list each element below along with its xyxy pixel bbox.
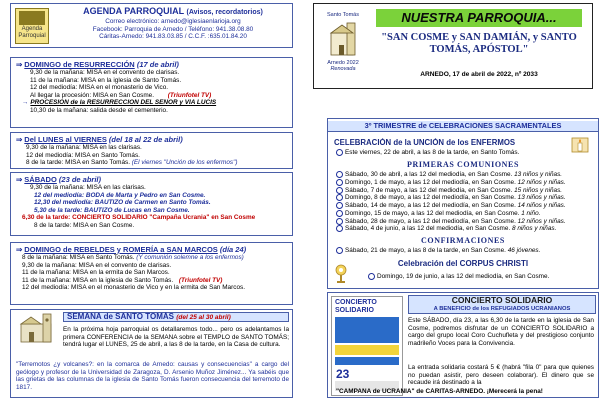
rebeldes-line-4: 11 de la mañana: MISA en la iglesia de Santo Tomás. [22, 276, 174, 284]
lunes-line-2: 12 del mediodía: MISA en Santo Tomás. [26, 151, 140, 159]
primera-item [336, 218, 598, 226]
domingo-rebeldes-date: (día 24) [219, 245, 247, 254]
agenda-logo-line1: Agenda [21, 26, 43, 32]
concierto-para2: La entrada solidaria costará 5 € (habrá "fila 0" para que quienes no puedan asistir, pero deseen colaborar). El dinero que se recaude irá destinado a la [408, 364, 594, 387]
primera-text: Sábado, 4 de junio, a las 12 del mediodía, en San Cosme. [345, 225, 511, 233]
agenda-facebook: Facebook: Parroquia de Arnedo / Teléfono: 941.38.08.80 [92, 25, 254, 33]
rebeldes-line-1: 8 de la mañana: MISA en Santo Tomás. [22, 254, 135, 261]
sun-icon [336, 218, 343, 225]
lunes-viernes-date: (del 18 al 22 de abril) [108, 135, 183, 144]
semana-para1: En la próxima hoja parroquial os detallaremos todo... pero os adelantamos la primera CONFERENCIA de la SEMANA sobre el TEMPLO de SANTO TOMÁS; tendrá lugar el LUNES, 25 de abril, a las 8 de la tarde, en la Casa de cultura. [63, 326, 289, 349]
sun-icon [336, 194, 343, 201]
monstrance-icon [334, 264, 348, 284]
concierto-subtitle: A BENEFICIO de los REFUGIADOS UCRANIANOS [433, 306, 571, 312]
domingo-resurreccion-header [16, 60, 287, 69]
resurreccion-line-3: 12 del mediodía: MISA en el monasterio de Vico. [30, 84, 169, 92]
concierto-title: CONCIERTO SOLIDARIO [451, 295, 553, 305]
arrow-icon: ⇒ [16, 245, 23, 254]
sabado-header [16, 175, 287, 184]
lunes-evening-tag: (El viernes "Unción de los enfermos") [131, 159, 238, 167]
poster-title-2: SOLIDARIO [335, 307, 374, 314]
procesion-text: 10,30 de la mañana: salida desde el cementerio. [30, 106, 168, 114]
primera-count: 12 niños y niñas. [517, 217, 566, 225]
sabado-wedding-2: 12,30 del mediodía: BAUTIZO de Carmen en Santo Tomás. [34, 199, 211, 207]
corpus-line: Domingo, 19 de junio, a las 12 del mediodía, en San Cosme. [377, 273, 550, 281]
poster-title-1: CONCIERTO [335, 299, 377, 306]
uncion-title: CELEBRACIÓN de la UNCIÓN de los ENFERMOS [334, 138, 516, 147]
primera-count: 15 niños y niñas. [514, 186, 563, 194]
sabado-concert: 6,30 de la tarde: CONCIERTO SOLIDARIO "Campaña Ucrania" en San Cosme [22, 214, 256, 222]
arrow-icon: ⇒ [16, 60, 23, 69]
church-logo-icon [323, 19, 363, 59]
domingo-resurreccion-box [10, 57, 293, 128]
santo-tomas-church-logo [15, 312, 59, 344]
confirmaciones-title: CONFIRMACIONES [421, 236, 505, 245]
nuestra-title: NUESTRA PARROQUIA... [401, 10, 557, 25]
domingo-rebeldes-title: DOMINGO de REBELDES y ROMERÍA a SAN MARCOS [24, 245, 218, 254]
concierto-poster [331, 296, 403, 396]
arrow-icon: → [22, 99, 29, 107]
semana-date: (del 25 al 30 abril) [176, 314, 231, 321]
sun-icon [336, 247, 343, 254]
concierto-box [327, 292, 599, 398]
confirmaciones-count: 46 jóvenes. [507, 247, 541, 255]
lunes-line-1: 9,30 de la mañana: MISA en las clarisas. [26, 144, 142, 151]
domingo-resurreccion-date: (17 de abril) [136, 60, 179, 69]
arrow-icon: ⇒ [16, 175, 23, 184]
sabado-box [10, 172, 293, 236]
nuestra-logo [317, 12, 369, 80]
resurreccion-line-2: 11 de la mañana: MISA en la iglesia de Santo Tomás. [30, 76, 182, 84]
primera-count: 1 niño. [521, 210, 541, 218]
rebeldes-line-1-tag: (Y comunión solemne a los enfermos) [136, 254, 244, 261]
primera-text: Sábado, 14 de mayo, a las 12 del mediodía, en San Cosme. [345, 202, 516, 210]
domingo-rebeldes-header [16, 245, 287, 254]
nuestra-logo-top: Santo Tomás [326, 12, 359, 18]
agenda-logo [15, 8, 49, 44]
rebeldes-triunfotel-tag: (Triunfotel TV) [178, 276, 223, 284]
resurreccion-line-1: 9,30 de la mañana: MISA en el convento de clarisas. [30, 69, 180, 76]
lunes-line-3: 8 de la tarde: MISA en Santo Tomás. [26, 159, 130, 167]
sun-icon [336, 179, 343, 186]
primera-text: Sábado, 28 de mayo, a las 12 del mediodía, en San Cosme. [345, 217, 516, 225]
lunes-viernes-title: Del LUNES al VIERNES [24, 135, 107, 144]
sun-icon [336, 187, 343, 194]
trimestre-box [327, 118, 599, 289]
poster-day: 23 [336, 367, 350, 381]
uncion-line: Este viernes, 22 de abril, a las 8 de la tarde, en Santo Tomás. [345, 149, 520, 157]
rebeldes-line-2: 9,30 de la mañana: MISA en el convento de clarisas. [22, 261, 172, 269]
agenda-logo-line2: Parroquial [18, 33, 46, 39]
semana-para2: "Terremotos ¿y volcanes?: en la comarca de Arnedo: causas y consecuencias" a cargo del geólogo y profesor de la Universidad de Zaragoza, D. Arsenio Muñoz Jiménez... Ya sabéis que las grietas de las columnas de la iglesia de Santo Tomás fueron consecuencia del terremoto de 1817. [16, 361, 289, 391]
sun-icon [336, 149, 343, 156]
agenda-header [10, 3, 293, 48]
primera-text: Domingo, 8 de mayo, a las 12 del mediodía, en San Cosme. [345, 194, 516, 202]
lunes-viernes-box [10, 132, 293, 169]
candle-icon [571, 137, 589, 153]
agenda-caritas: Cáritas-Arnedo: 941.83.03.85 / C.C.F. :635.01.84.20 [99, 33, 247, 41]
sabado-title: SÁBADO [24, 175, 57, 184]
lunes-viernes-header [16, 135, 287, 144]
primera-count: 12 niños y niñas. [517, 178, 566, 186]
sabado-wedding-1: 12 del mediodía: BODA de Marta y Pedro en San Cosme. [34, 191, 206, 199]
primera-item [336, 171, 598, 179]
domingo-rebeldes-box [10, 242, 293, 305]
sun-icon [336, 225, 343, 232]
sun-icon [336, 202, 343, 209]
agenda-email: Correo electrónico: arnedo@iglesiaenlarioja.org [105, 18, 241, 25]
confirmaciones-text: Sábado, 21 de mayo, a las 8 de la tarde, en San Cosme. [345, 247, 506, 255]
sabado-date: (23 de abril) [58, 175, 102, 184]
sabado-wedding-3: 5,30 de la tarde: BAUTIZO de Lucas en San Cosme. [34, 206, 190, 214]
rebeldes-last: 12 del mediodía: MISA en el monasterio de Vico y en la ermita de San Marcos. [22, 284, 245, 292]
domingo-resurreccion-title: DOMINGO de RESURRECCIÓN [24, 60, 135, 69]
nuestra-header [313, 3, 593, 89]
primera-item [336, 210, 598, 218]
semana-box [10, 309, 293, 398]
semana-title: SEMANA de SANTO TOMÁS [67, 312, 174, 321]
church-logo-icon [15, 312, 59, 344]
primeras-title: PRIMERAS COMUNIONES [406, 160, 520, 169]
primera-item [336, 187, 598, 195]
concierto-para1: Este SÁBADO, día 23, a las 6,30 de la tarde en la iglesia de San Cosme, podremos disfrutar de un CONCIERTO SOLIDARIO a cargo del grupo local Coro Cuchufleta y del prestigioso conjunto madrileño Voces para la Convivencia. [408, 317, 594, 347]
sun-icon [368, 273, 375, 280]
primera-count: 13 niños y niñas. [514, 171, 563, 179]
primera-text: Domingo, 15 de mayo, a las 12 del mediodía, en San Cosme. [345, 210, 520, 218]
nuestra-subtitle: "SAN COSME y SAN DAMIÁN, y SANTO TOMÁS, APÓSTOL" [381, 32, 577, 55]
nuestra-logo-year: Arnedo 2022 [327, 60, 359, 66]
primeras-list [336, 171, 598, 233]
trimestre-title: 3º TRIMESTRE de CELEBRACIONES SACRAMENTALES [328, 121, 598, 132]
primera-item [336, 179, 598, 187]
right-page [300, 0, 600, 400]
primera-item [336, 194, 598, 202]
primera-text: Domingo, 1 de mayo, a las 12 del mediodía, en San Cosme. [345, 178, 516, 186]
sun-icon [336, 210, 343, 217]
primera-text: Sábado, 30 de abril, a las 12 del mediodía, en San Cosme. [345, 171, 513, 179]
primera-count: 14 niños y niñas. [517, 202, 566, 210]
primera-text: Sábado, 7 de mayo, a las 12 del mediodía, en San Cosme. [345, 186, 513, 194]
rebeldes-line-3: 11 de la mañana: MISA en la ermita de San Marcos. [22, 269, 170, 277]
nuestra-date: ARNEDO, 17 de abril de 2022, [420, 71, 513, 78]
procesion-title: PROCESIÓN de la RESURRECCIÓN DEL SEÑOR y VIA LUCIS [30, 99, 217, 107]
agenda-title: AGENDA PARROQUIAL [83, 6, 184, 16]
arrow-icon: ⇒ [16, 135, 23, 144]
primera-item [336, 202, 598, 210]
corpus-title: Celebración del CORPUS CHRISTI [397, 259, 529, 268]
resurreccion-line-4: Al llegar la procesión: MISA en San Cosme. [30, 91, 154, 99]
triunfotel-tag: (Triunfotel TV) [167, 91, 212, 99]
concierto-para3: "CAMPAÑA de UCRANIA" de CÁRITAS-ARNEDO. ¡Merecerá la pena! [336, 388, 543, 395]
nuestra-logo-bottom: Renovada [330, 66, 356, 72]
sun-icon [336, 171, 343, 178]
nuestra-number: nº 2033 [514, 71, 538, 78]
sabado-last: 8 de la tarde: MISA en San Cosme. [34, 221, 135, 229]
primera-count: 8 niños y niñas. [511, 225, 557, 233]
agenda-title-sub: (Avisos, recordatorios) [186, 9, 263, 16]
sabado-line-1: 9,30 de la mañana: MISA en las clarisas. [30, 184, 146, 191]
primera-item [336, 225, 598, 233]
primera-count: 13 niños y niñas. [517, 194, 566, 202]
